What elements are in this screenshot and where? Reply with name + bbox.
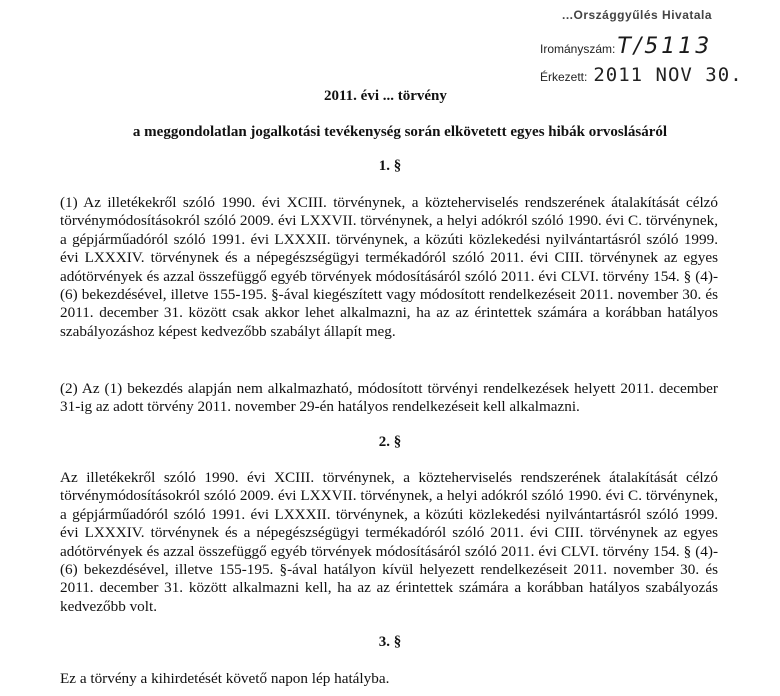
law-title: 2011. évi ... törvény [324, 88, 447, 104]
section-2-paragraph-1: Az illetékekről szóló 1990. évi XCIII. törvénynek, a közteherviselés rendszerének átalakítását célzó törvénymódosításokról szóló 2009. évi LXXVII. törvénynek, a helyi adókról szóló 1990. évi C. törvénynek, a gépjárműadóról szóló 1991. évi LXXXII. törvénynek, a közúti közlekedési nyilvántartásról szóló 1999. évi LXXXIV. törvénynek és a népegészségügyi termékadóról szóló 2011. évi CIII. törvénynek az egyes adótörvények és azzal összefüggő egyéb törvények módosításáról szóló 2011. évi CLVI. törvény 154. § (4)-(6) bekezdésével, illetve 155-195. §-ával hatályon kívül helyezett rendelkezéseit 2011. november 30. és 2011. december 31. között alkalmazni kell, ha az az érintettek számára a korábban hatályos szabályozás kedvezőbb volt. [60, 469, 718, 615]
section-3-heading: 3. § [378, 634, 402, 650]
received-stamp [540, 64, 743, 86]
registration-label: Irományszám: [540, 42, 616, 56]
section-1-paragraph-1: (1) Az illetékekről szóló 1990. évi XCIII. törvénynek, a közteherviselés rendszerének átalakítását célzó törvénymódosításokról szóló 2009. évi LXXVII. törvénynek, a helyi adókról szóló 1990. évi C. törvénynek, a gépjárműadóról szóló 1991. évi LXXXII. törvénynek, a közúti közlekedési nyilvántartásról szóló 1999. évi LXXXIV. törvénynek és a népegészségügyi termékadóról szóló 2011. évi CIII. törvénynek az egyes adótörvények és azzal összefüggő egyéb törvények módosításáról szóló 2011. évi CLVI. törvény 154. § (4)-(6) bekezdésével, illetve 155-195. §-ával kiegészített vagy módosított rendelkezéseit 2011. november 30. és 2011. december 31. között csak akkor lehet alkalmazni, ha az az érintettek számára a korábban hatályos szabályozáshoz képest kedvezőbb szabályt állapít meg. [60, 194, 718, 340]
received-label: Érkezett: [540, 70, 588, 84]
registration-number: T/5113 [617, 34, 713, 59]
office-stamp: ...Országgyűlés Hivatala [562, 8, 713, 22]
registration-stamp [540, 34, 712, 59]
section-1-paragraph-2: (2) Az (1) bekezdés alapján nem alkalmazható, módosított törvényi rendelkezések helyett 2011. december 31-ig az adott törvény 2011. november 29-én hatályos rendelkezéseit kell alkalmazni. [60, 380, 718, 416]
section-1-heading: 1. § [378, 158, 402, 174]
law-subtitle: a meggondolatlan jogalkotási tevékenység során elkövetett egyes hibák orvoslásáról [132, 124, 668, 140]
received-date: 2011 NOV 30. [593, 64, 743, 86]
section-2-heading: 2. § [378, 434, 402, 450]
section-3-paragraph-1: Ez a törvény a kihirdetését követő napon lép hatályba. [60, 670, 390, 687]
